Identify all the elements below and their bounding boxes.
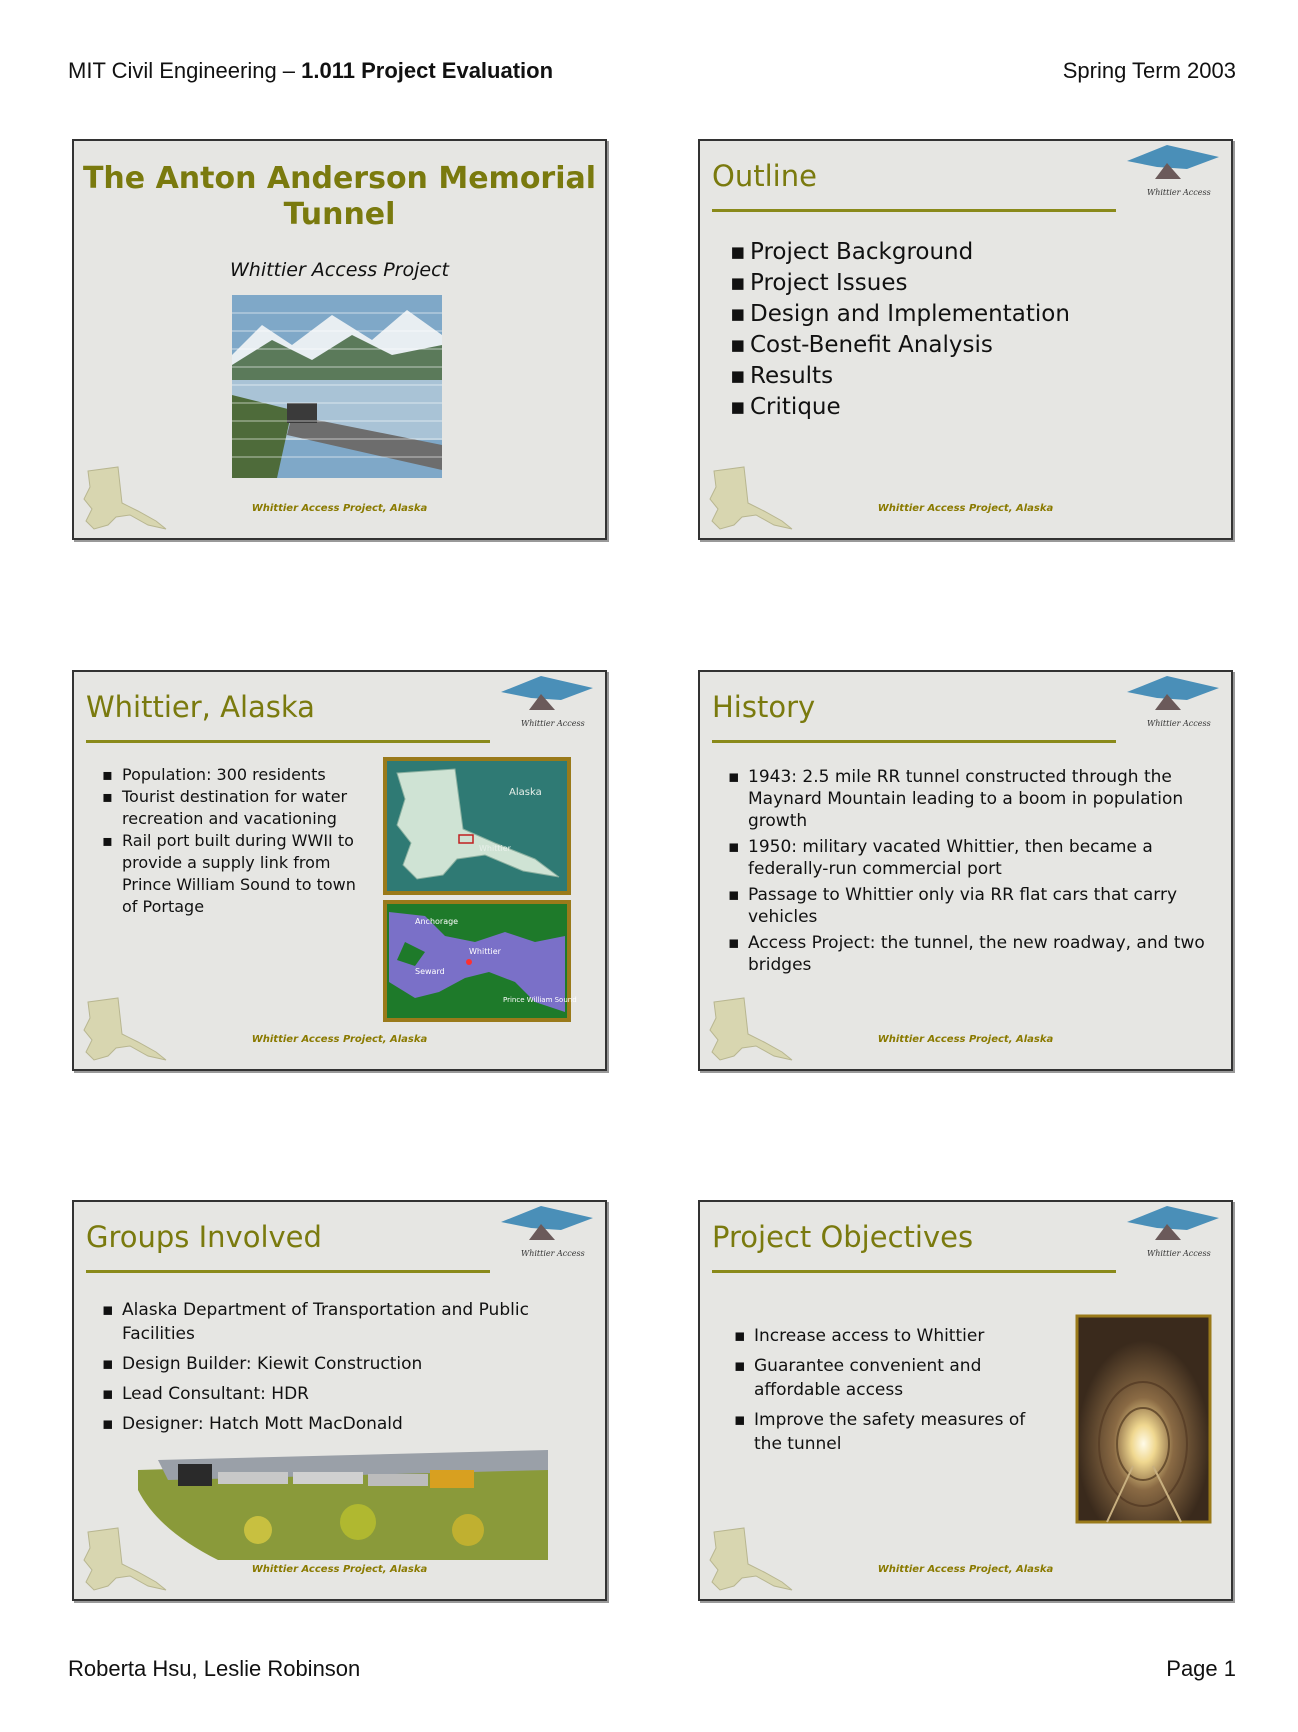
- page-header-left: [68, 58, 553, 84]
- slide-2-footer: Whittier Access Project, Alaska: [877, 503, 1054, 514]
- list-item: ▪ Passage to Whittier only via RR flat cars that carry vehicles: [728, 884, 1208, 928]
- history-list: [728, 766, 1208, 976]
- list-item: ▪ Lead Consultant: HDR: [102, 1382, 542, 1406]
- map-label: Whittier: [479, 844, 511, 853]
- slide-2-heading: Outline: [712, 159, 817, 193]
- alaska-outline-icon: [78, 994, 170, 1066]
- list-item: ▪ Access Project: the tunnel, the new roadway, and two bridges: [728, 932, 1208, 976]
- map-label: Alaska: [509, 787, 542, 798]
- svg-text:Whittier Access: Whittier Access: [521, 1249, 585, 1258]
- outline-list: [730, 237, 1070, 423]
- list-item: ▪ 1950: military vacated Whittier, then became a federally-run commercial port: [728, 836, 1208, 880]
- slide-5-heading: Groups Involved: [86, 1220, 322, 1254]
- list-item: ▪ 1943: 2.5 mile RR tunnel constructed through the Maynard Mountain leading to a boom in population growth: [728, 766, 1208, 832]
- svg-text:Whittier Access: Whittier Access: [1147, 1249, 1211, 1258]
- page-footer-authors: Roberta Hsu, Leslie Robinson: [68, 1656, 361, 1681]
- slide-1-heading: The Anton Anderson Memorial Tunnel: [82, 161, 597, 232]
- slide-3-footer: Whittier Access Project, Alaska: [251, 1034, 428, 1045]
- svg-text:Whittier Access: Whittier Access: [1147, 188, 1211, 197]
- title-underline: [86, 1270, 490, 1273]
- train-tunnel-photo: [138, 1450, 548, 1560]
- list-item: ▪ Guarantee convenient and affordable access: [734, 1354, 1034, 1402]
- map-label: Whittier: [469, 947, 501, 956]
- page-number: Page 1: [1166, 1656, 1236, 1681]
- list-item: ▪ Results: [730, 361, 1070, 392]
- slide-5-groups: [72, 1200, 607, 1601]
- tunnel-entrance-photo: [232, 295, 442, 478]
- whittier-mountain-logo-icon: [1127, 145, 1219, 203]
- page-header-term: Spring Term 2003: [1062, 58, 1236, 83]
- header-course-title: 1.011 Project Evaluation: [301, 58, 554, 83]
- slide-3-whittier: [72, 670, 607, 1071]
- list-item: ▪ Critique: [730, 392, 1070, 423]
- alaska-outline-icon: [704, 463, 796, 535]
- whittier-mountain-logo-icon: [501, 676, 593, 734]
- svg-text:Whittier Access: Whittier Access: [1147, 719, 1211, 728]
- slide-1-title: [72, 139, 607, 540]
- list-item: ▪ Population: 300 residents: [102, 764, 357, 786]
- alaska-outline-icon: [78, 463, 170, 535]
- svg-text:Whittier Access: Whittier Access: [521, 719, 585, 728]
- list-item: ▪ Project Background: [730, 237, 1070, 268]
- list-item: ▪ Design Builder: Kiewit Construction: [102, 1352, 542, 1376]
- list-item: ▪ Alaska Department of Transportation and Public Facilities: [102, 1298, 542, 1346]
- map-label: Prince William Sound: [503, 996, 577, 1004]
- whittier-facts-list: [102, 764, 357, 918]
- slide-2-outline: [698, 139, 1233, 540]
- map-label: Seward: [415, 967, 445, 976]
- tunnel-interior-photo: [1077, 1316, 1210, 1522]
- list-item: ▪ Improve the safety measures of the tunnel: [734, 1408, 1034, 1456]
- slide-4-footer: Whittier Access Project, Alaska: [877, 1034, 1054, 1045]
- alaska-outline-icon: [704, 994, 796, 1066]
- whittier-mountain-logo-icon: [1127, 676, 1219, 734]
- slide-5-footer: Whittier Access Project, Alaska: [251, 1564, 428, 1575]
- whittier-mountain-logo-icon: [501, 1206, 593, 1264]
- alaska-outline-icon: [78, 1524, 170, 1596]
- list-item: ▪ Tourist destination for water recreation and vacationing: [102, 786, 357, 830]
- list-item: ▪ Cost-Benefit Analysis: [730, 330, 1070, 361]
- list-item: ▪ Designer: Hatch Mott MacDonald: [102, 1412, 542, 1436]
- header-course-prefix: MIT Civil Engineering –: [68, 58, 302, 83]
- list-item: ▪ Rail port built during WWII to provide a supply link from Prince William Sound to town of Portage: [102, 830, 357, 918]
- alaska-outline-icon: [704, 1524, 796, 1596]
- slide-4-history: [698, 670, 1233, 1071]
- prince-william-sound-map-image: [385, 902, 577, 1020]
- title-underline: [712, 209, 1116, 212]
- groups-list: [102, 1298, 542, 1436]
- slide-6-objectives: [698, 1200, 1233, 1601]
- list-item: ▪ Increase access to Whittier: [734, 1324, 1034, 1348]
- objectives-list: [734, 1324, 1034, 1456]
- whittier-mountain-logo-icon: [1127, 1206, 1219, 1264]
- slide-6-heading: Project Objectives: [712, 1220, 974, 1254]
- title-underline: [86, 740, 490, 743]
- slide-6-footer: Whittier Access Project, Alaska: [877, 1564, 1054, 1575]
- title-underline: [712, 1270, 1116, 1273]
- list-item: ▪ Design and Implementation: [730, 299, 1070, 330]
- slide-3-heading: Whittier, Alaska: [86, 690, 315, 724]
- alaska-map-image: [385, 759, 569, 893]
- map-label: Anchorage: [415, 917, 459, 926]
- title-underline: [712, 740, 1116, 743]
- slide-1-subtitle: Whittier Access Project: [229, 259, 449, 281]
- slide-4-heading: History: [712, 690, 816, 724]
- list-item: ▪ Project Issues: [730, 268, 1070, 299]
- slide-1-footer: Whittier Access Project, Alaska: [251, 503, 428, 514]
